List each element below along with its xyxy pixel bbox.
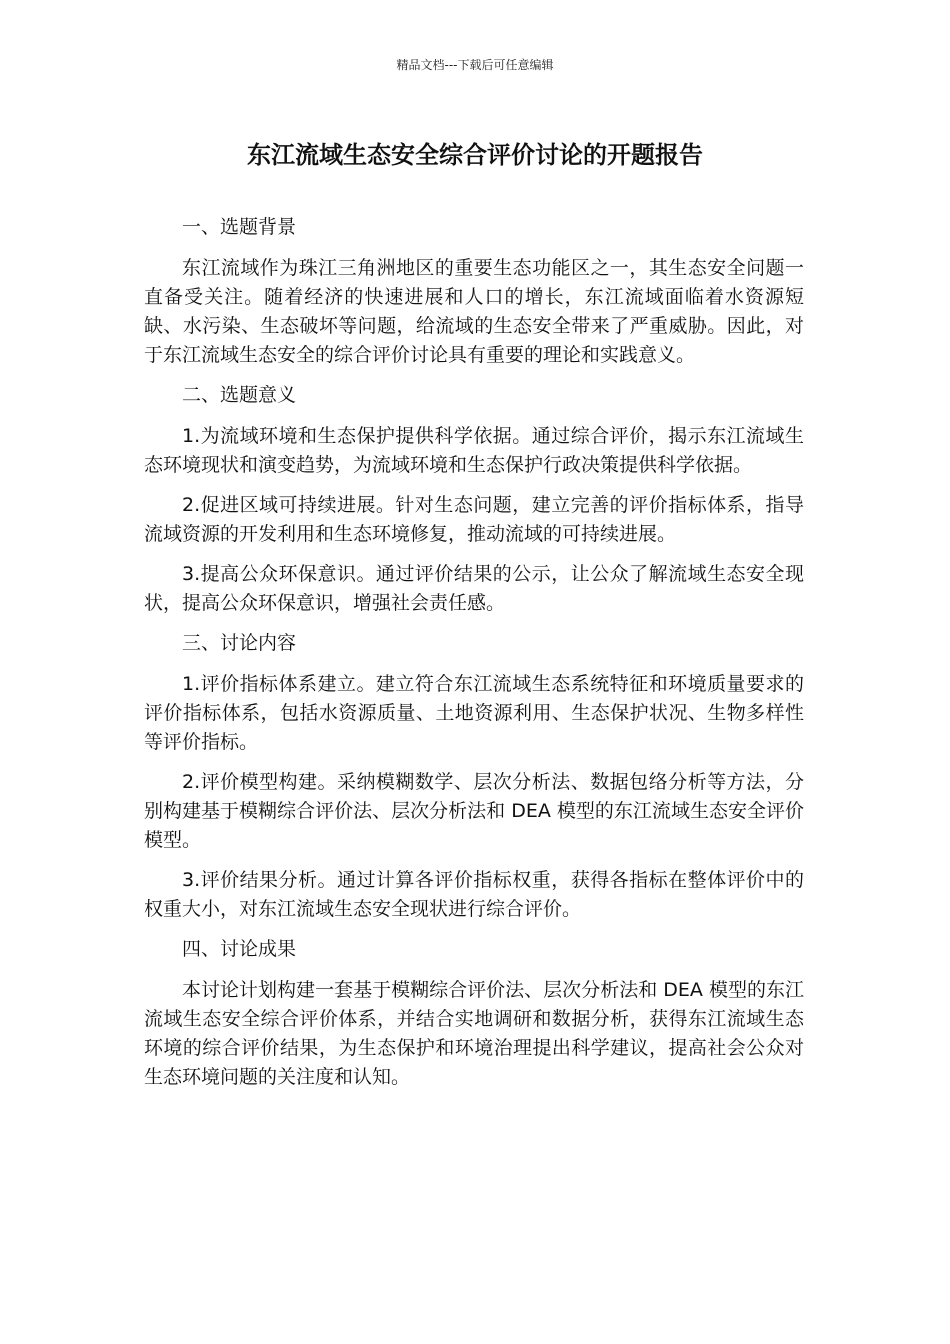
document-body [144,213,804,1103]
section-heading: 四、讨论成果 [182,938,297,960]
paragraph: 2.评价模型构建。采纳模糊数学、层次分析法、数据包络分析等方法，分别构建基于模糊综合评价法、层次分析法和 DEA 模型的东江流域生态安全评价模型。 [144,771,804,851]
section-significance [144,381,804,618]
section-content [144,629,804,924]
section-background [144,213,804,370]
section-heading: 三、讨论内容 [182,632,297,654]
paragraph: 1.为流域环境和生态保护提供科学依据。通过综合评价，揭示东江流域生态环境现状和演变趋势，为流域环境和生态保护行政决策提供科学依据。 [144,425,804,476]
paragraph: 本讨论计划构建一套基于模糊综合评价法、层次分析法和 DEA 模型的东江流域生态安全综合评价体系，并结合实地调研和数据分析，获得东江流域生态环境的综合评价结果，为生态保护和环境治理提出科学建议，提高社会公众对生态环境问题的关注度和认知。 [144,979,804,1088]
document-title: 东江流域生态安全综合评价讨论的开题报告 [247,141,703,169]
page-header: 精品文档---下载后可任意编辑 [396,58,554,72]
paragraph: 东江流域作为珠江三角洲地区的重要生态功能区之一，其生态安全问题一直备受关注。随着经济的快速进展和人口的增长，东江流域面临着水资源短缺、水污染、生态破坏等问题，给流域的生态安全带来了严重威胁。因此，对于东江流域生态安全的综合评价讨论具有重要的理论和实践意义。 [144,257,804,366]
paragraph: 2.促进区域可持续进展。针对生态问题，建立完善的评价指标体系，指导流域资源的开发利用和生态环境修复，推动流域的可持续进展。 [144,494,804,545]
section-heading: 一、选题背景 [182,216,297,238]
paragraph: 3.提高公众环保意识。通过评价结果的公示，让公众了解流域生态安全现状，提高公众环保意识，增强社会责任感。 [144,563,804,614]
section-results [144,935,804,1092]
paragraph: 3.评价结果分析。通过计算各评价指标权重，获得各指标在整体评价中的权重大小，对东江流域生态安全现状进行综合评价。 [144,869,804,920]
section-heading: 二、选题意义 [182,384,297,406]
paragraph: 1.评价指标体系建立。建立符合东江流域生态系统特征和环境质量要求的评价指标体系，包括水资源质量、土地资源利用、生态保护状况、生物多样性等评价指标。 [144,673,804,753]
